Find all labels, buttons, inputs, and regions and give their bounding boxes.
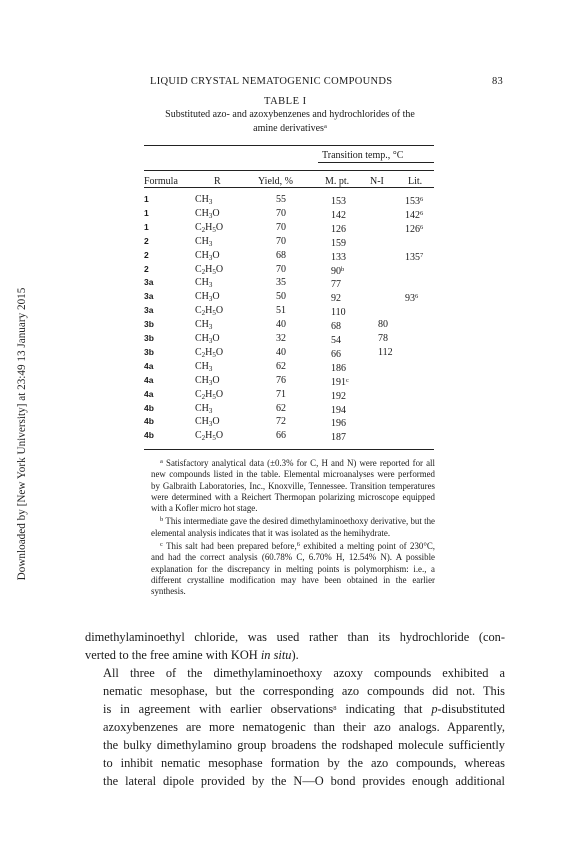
footnote-a [151, 456, 435, 514]
mpt-value: 159 [331, 237, 346, 249]
paragraph-1 [85, 628, 505, 664]
table-row [0, 250, 576, 261]
lit-value: 135 [405, 251, 420, 263]
yield-value: 50 [276, 291, 286, 303]
table-label: TABLE I [264, 96, 307, 107]
cell-formula [144, 194, 149, 205]
footnote-b [151, 514, 435, 539]
yield-value: 35 [276, 277, 286, 289]
cell-lit [405, 194, 423, 207]
cell-yield [276, 319, 286, 330]
r-subscript: 3 [208, 295, 213, 304]
r-text: CH [195, 374, 209, 386]
cell-ni [378, 333, 388, 344]
cell-mpt [331, 277, 341, 290]
cell-r [195, 375, 220, 389]
yield-value: 76 [276, 374, 286, 386]
lit-reference: 6 [420, 209, 424, 217]
formula-value: 3b [144, 333, 154, 343]
cell-yield [276, 403, 286, 414]
cell-formula [144, 236, 149, 247]
lit-value: 93 [405, 293, 415, 305]
r-text: CH [195, 416, 209, 428]
cell-lit [405, 208, 423, 221]
italic-text: p [431, 702, 438, 716]
cell-mpt [331, 264, 344, 277]
cell-yield [276, 375, 286, 386]
mpt-value: 196 [331, 418, 346, 430]
italic-text: in situ [260, 648, 292, 662]
r-text: H [205, 305, 213, 317]
cell-lit [405, 222, 423, 235]
r-subscript: 3 [208, 198, 213, 206]
body-line: nematic mesophase, but the corresponding azo compounds did not. This [103, 684, 505, 698]
page-number: 83 [492, 76, 504, 87]
table-row [0, 430, 576, 444]
r-subscript: 3 [208, 420, 213, 429]
formula-value: 4a [144, 360, 154, 371]
yield-value: 32 [276, 333, 286, 344]
cell-formula [144, 389, 153, 400]
body-line: azoxybenzenes are more nematogenic than their azo analogs. Apparently, [103, 720, 505, 734]
r-text: C [195, 305, 202, 317]
r-subscript: 3 [208, 337, 213, 345]
yield-value: 70 [276, 221, 286, 233]
r-text: H [205, 346, 213, 358]
body-line: the bulky dimethylamino group broadens the rodshaped molecule sufficiently [103, 738, 505, 752]
r-subscript: 3 [208, 239, 213, 248]
cell-mpt [331, 236, 346, 249]
footnote-mark: b [160, 516, 164, 524]
r-subscript: 2 [201, 434, 206, 443]
body-line-3 [85, 700, 505, 718]
cell-yield [276, 222, 286, 233]
r-subscript: 3 [208, 378, 213, 387]
r-text: CH [195, 249, 209, 261]
formula-value: 2 [144, 263, 149, 274]
table-row [0, 194, 576, 205]
table-row [0, 403, 576, 414]
cell-yield [276, 194, 286, 205]
cell-r [195, 347, 223, 361]
r-text: CH [195, 235, 209, 247]
r-subscript: 5 [212, 309, 216, 318]
body-fragment: is in agreement with earlier observations [103, 702, 334, 716]
mpt-value: 66 [331, 348, 341, 360]
cell-yield [276, 277, 286, 288]
ni-value: 78 [378, 333, 388, 344]
col-header-r: R [214, 176, 221, 187]
yield-value: 70 [276, 235, 286, 247]
body-fragment: -disubstituted [437, 702, 505, 716]
caption-footnote-mark: a [323, 123, 327, 130]
cell-mpt [331, 389, 346, 402]
r-text: O [215, 388, 224, 400]
cell-r [195, 222, 223, 236]
cell-formula [144, 305, 153, 316]
r-subscript: 3 [208, 323, 213, 332]
r-subscript: 5 [212, 267, 216, 276]
cell-formula [144, 403, 154, 414]
r-subscript: 2 [201, 267, 206, 276]
cell-r [195, 319, 212, 333]
table-row [0, 375, 576, 386]
col-header-yield: Yield, % [258, 176, 293, 187]
reference-mark: 8 [333, 705, 337, 712]
yield-value: 51 [276, 305, 286, 317]
col-header-lit: Lit. [408, 176, 423, 187]
r-text: CH [195, 207, 209, 219]
table-row [0, 264, 576, 275]
footnote-reference: 6 [296, 541, 300, 549]
r-text: CH [195, 277, 209, 289]
lit-reference: 6 [420, 223, 424, 231]
mpt-footnote: b [341, 265, 345, 273]
body-text [85, 628, 505, 790]
mpt-value: 194 [331, 404, 346, 416]
mpt-value: 153 [331, 196, 346, 207]
cell-r [195, 333, 220, 347]
r-text: H [205, 430, 213, 442]
ni-value: 112 [378, 346, 393, 358]
r-text: H [205, 263, 213, 275]
mpt-footnote: c [346, 376, 349, 384]
cell-mpt [331, 403, 346, 416]
cell-yield [276, 416, 286, 427]
r-subscript: 3 [208, 281, 213, 290]
mpt-value: 142 [331, 209, 346, 221]
formula-value: 1 [144, 207, 149, 218]
cell-yield [276, 430, 286, 441]
cell-yield [276, 264, 286, 275]
r-text: C [195, 221, 202, 233]
cell-mpt [331, 291, 341, 304]
group-header-rule [318, 162, 434, 163]
cell-r [195, 430, 223, 444]
cell-r [195, 305, 223, 319]
cell-r [195, 194, 212, 208]
cell-r [195, 208, 220, 222]
cell-formula [144, 361, 153, 372]
cell-yield [276, 236, 286, 247]
cell-mpt [331, 194, 346, 207]
cell-mpt [331, 319, 341, 332]
formula-value: 1 [144, 194, 149, 204]
table-row [0, 222, 576, 233]
table-row [0, 291, 576, 305]
r-text: CH [195, 402, 209, 414]
lit-reference: 6 [420, 196, 424, 203]
table-footnotes [151, 456, 435, 598]
cell-lit [405, 291, 418, 304]
cell-yield [276, 208, 286, 219]
lit-value: 153 [405, 196, 420, 207]
yield-value: 40 [276, 319, 286, 331]
col-header-mpt: M. pt. [325, 176, 350, 187]
formula-value: 4b [144, 430, 154, 441]
r-text: O [215, 221, 224, 233]
r-text: H [205, 221, 213, 233]
cell-mpt [331, 430, 346, 443]
cell-yield [276, 250, 286, 261]
body-line: to inhibit nematic mesophase formation by the azo compounds, whereas [103, 756, 505, 770]
formula-value: 4a [144, 388, 154, 399]
r-subscript: 5 [212, 392, 216, 401]
formula-value: 4a [144, 374, 154, 385]
cell-r [195, 389, 223, 403]
cell-mpt [331, 347, 341, 360]
ni-value: 80 [378, 319, 388, 331]
yield-value: 70 [276, 263, 286, 275]
formula-value: 3b [144, 346, 154, 357]
footnote-text: This intermediate gave the desired dimethylaminoethoxy derivative, but the elemental analysis indicates that it was isolated as the hemihydrate. [151, 516, 435, 538]
cell-formula [144, 375, 153, 386]
r-text: O [215, 430, 224, 442]
cell-formula [144, 416, 154, 427]
r-text: O [212, 291, 220, 303]
yield-value: 55 [276, 194, 286, 205]
cell-formula [144, 291, 153, 302]
footnote-mark: c [160, 541, 163, 549]
r-subscript: 5 [212, 225, 216, 234]
r-subscript: 2 [201, 225, 206, 234]
table-row [0, 236, 576, 247]
r-text: CH [195, 194, 209, 205]
yield-value: 72 [276, 416, 286, 428]
r-subscript: 2 [201, 309, 206, 318]
mpt-value: 92 [331, 293, 341, 305]
r-text: H [205, 388, 213, 400]
cell-formula [144, 250, 149, 261]
mpt-value: 110 [331, 307, 346, 319]
yield-value: 70 [276, 207, 286, 219]
cell-mpt [331, 333, 341, 346]
body-line: verted to the free amine with KOH [85, 648, 261, 662]
mpt-value: 126 [331, 223, 346, 235]
r-text: O [215, 346, 224, 358]
r-text: O [212, 374, 220, 386]
mpt-value: 54 [331, 335, 341, 346]
lit-reference: 6 [415, 293, 419, 301]
mpt-value: 187 [331, 432, 346, 444]
r-text: O [212, 207, 220, 219]
yield-value: 40 [276, 346, 286, 358]
yield-value: 62 [276, 402, 286, 414]
r-text: CH [195, 360, 209, 372]
cell-yield [276, 389, 286, 400]
table-top-rule [144, 145, 434, 146]
formula-value: 3a [144, 277, 154, 288]
table-bottom-rule [144, 449, 434, 450]
cell-mpt [331, 222, 346, 235]
cell-formula [144, 222, 149, 233]
body-line: All three of the dimethylaminoethoxy azoxy compounds exhibited a [103, 666, 505, 680]
r-subscript: 5 [212, 434, 216, 443]
table-caption [140, 109, 440, 135]
yield-value: 71 [276, 388, 286, 400]
mpt-value: 77 [331, 279, 341, 291]
cell-r [195, 361, 212, 375]
footnote-text: exhibited a melting point of 230°C, and had the correct analysis (60.78% C, 6.70% H, 12.54% N). A possible explanation for the discrepancy in melting points is polymorphism: i.e., a different crystalline modification may have been obtained in the earlier synthesis. [151, 541, 436, 597]
cell-formula [144, 264, 149, 275]
body-line: ). [291, 648, 299, 662]
lit-value: 126 [405, 223, 420, 235]
r-subscript: 3 [208, 406, 213, 415]
mpt-value: 133 [331, 251, 346, 263]
footnote-text: This salt had been prepared before, [162, 541, 297, 552]
cell-r [195, 236, 212, 250]
cell-yield [276, 347, 286, 358]
cell-mpt [331, 208, 346, 221]
body-fragment: indicating that [336, 702, 432, 716]
table-row [0, 416, 576, 430]
cell-formula [144, 319, 154, 330]
table-row [0, 333, 576, 344]
footnote-text: Satisfactory analytical data (±0.3% for C, H and N) were reported for all new compounds listed in the table. Elemental microanalyses were performed by Galbraith Laboratories, Inc., Knoxville, Tennessee. Transition temperatures were determined with a Reichert Thermopan polarizing microscope equipped with a Kofler micro hot stage. [151, 458, 435, 514]
r-text: CH [195, 291, 209, 303]
cell-lit [405, 250, 423, 263]
mpt-value: 186 [331, 362, 346, 374]
table-row [0, 277, 576, 291]
header-top-rule [144, 170, 434, 171]
table-row [0, 389, 576, 400]
cell-formula [144, 430, 154, 441]
yield-value: 62 [276, 360, 286, 372]
r-text: O [212, 333, 220, 344]
cell-r [195, 277, 212, 291]
table-row [0, 361, 576, 372]
r-text: C [195, 430, 202, 442]
cell-formula [144, 333, 154, 344]
cell-formula [144, 277, 153, 288]
r-text: C [195, 263, 202, 275]
body-line: dimethylaminoethyl chloride, was used rather than its hydrochloride (con- [85, 630, 505, 644]
table-row [0, 319, 576, 333]
running-title: LIQUID CRYSTAL NEMATOGENIC COMPOUNDS [150, 76, 393, 87]
cell-mpt [331, 375, 349, 388]
formula-value: 3a [144, 291, 154, 302]
cell-formula [144, 208, 149, 219]
formula-value: 3a [144, 305, 154, 316]
cell-r [195, 264, 223, 278]
formula-value: 4b [144, 402, 154, 413]
r-text: O [212, 249, 220, 261]
table-row [0, 305, 576, 319]
cell-r [195, 403, 212, 417]
formula-value: 2 [144, 249, 149, 260]
lit-reference: 7 [420, 251, 424, 259]
r-subscript: 5 [212, 350, 216, 359]
paragraph-2 [85, 664, 505, 790]
r-text: C [195, 388, 202, 400]
formula-value: 1 [144, 221, 149, 232]
r-subscript: 3 [208, 253, 213, 262]
cell-mpt [331, 361, 346, 374]
cell-yield [276, 291, 286, 302]
cell-yield [276, 333, 286, 344]
yield-value: 66 [276, 430, 286, 442]
cell-r [195, 291, 220, 305]
r-text: O [215, 263, 224, 275]
cell-r [195, 250, 220, 264]
r-text: C [195, 346, 202, 358]
cell-mpt [331, 416, 346, 429]
formula-value: 3b [144, 319, 154, 330]
formula-value: 2 [144, 235, 149, 246]
body-line: the lateral dipole provided by the N—O bond provides enough additional [103, 774, 505, 788]
lit-value: 142 [405, 209, 420, 221]
cell-r [195, 416, 220, 430]
download-watermark-text: Downloaded by [New York University] at 23:49 13 January 2015 [16, 287, 28, 581]
r-text: CH [195, 333, 209, 344]
header-bottom-rule [144, 187, 434, 188]
r-subscript: 2 [201, 392, 206, 401]
caption-line-2: amine derivatives [253, 123, 324, 134]
col-header-formula: Formula [144, 176, 178, 187]
cell-yield [276, 361, 286, 372]
yield-value: 68 [276, 249, 286, 261]
cell-ni [378, 319, 388, 330]
footnote-c [151, 539, 435, 597]
formula-value: 4b [144, 416, 154, 427]
r-text: CH [195, 319, 209, 331]
mpt-value: 68 [331, 321, 341, 333]
mpt-value: 191 [331, 376, 346, 388]
table-row [0, 208, 576, 219]
footnote-mark: a [160, 458, 163, 465]
cell-yield [276, 305, 286, 316]
mpt-value: 192 [331, 390, 346, 402]
group-header: Transition temp., °C [322, 150, 404, 161]
cell-formula [144, 347, 154, 358]
cell-mpt [331, 250, 346, 263]
r-text: O [212, 416, 220, 428]
cell-ni [378, 347, 393, 358]
col-header-ni: N-I [370, 176, 384, 187]
mpt-value: 90 [331, 265, 341, 277]
r-text: O [215, 305, 224, 317]
r-subscript: 2 [201, 350, 206, 359]
caption-line-1: Substituted azo- and azoxybenzenes and hydrochlorides of the [165, 109, 415, 120]
table-row [0, 347, 576, 358]
r-subscript: 3 [208, 364, 213, 373]
cell-mpt [331, 305, 346, 318]
r-subscript: 3 [208, 211, 213, 220]
